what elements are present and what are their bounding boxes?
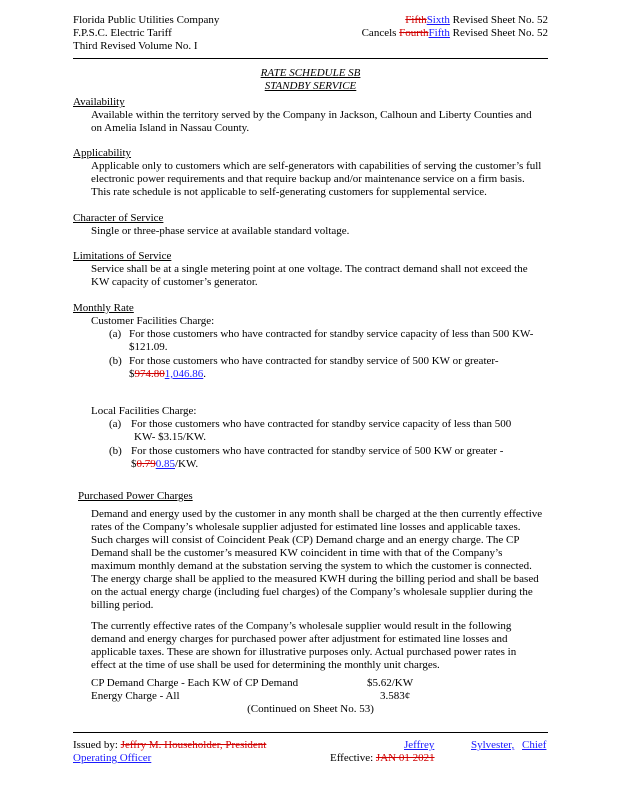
applicability-heading: Applicability — [73, 147, 132, 159]
header-left — [73, 14, 219, 53]
local-fac-b-marker: (b) — [109, 445, 122, 457]
effective-prefix: Effective: — [330, 752, 376, 764]
volume-name: Third Revised Volume No. I — [73, 40, 198, 52]
text-line: Available within the territory served by the Company in Jackson, Calhoun and Liberty Counties and — [91, 109, 532, 121]
text-line: KW- $3.15/KW. — [134, 431, 207, 443]
inserted-text: 1,046.86 — [164, 368, 204, 380]
text-line: applicable taxes. These are shown for illustrative purposes only. Actual purchased power rates in — [91, 646, 517, 658]
customer-facilities-label: Customer Facilities Charge: — [91, 315, 215, 327]
local-fac-b-text — [131, 445, 503, 471]
text-line: For those customers who have contracted for standby service capacity of less than 500 — [131, 418, 512, 430]
cancels-prefix: Cancels — [361, 27, 400, 39]
inserted-text: Sixth — [426, 14, 450, 26]
deleted-text: Fifth — [405, 14, 427, 26]
text-line: billing period. — [91, 599, 154, 611]
text-line: Demand and energy used by the customer in any month shall be charged at the then currently effective — [91, 508, 543, 520]
effective-date — [330, 752, 435, 765]
text-line: electronic power requirements and that require backup and/or maintenance service on a firm basis. — [91, 173, 525, 185]
text-line: effect at the time of use shall be used for determining the monthly unit charges. — [91, 659, 440, 671]
cp-demand-value: $5.62/KW — [367, 677, 414, 689]
text-line: $121.09. — [129, 341, 168, 353]
character-text: Single or three-phase service at available standard voltage. — [91, 225, 350, 237]
continued-note: (Continued on Sheet No. 53) — [247, 703, 374, 715]
cancels-sheet-text: Revised Sheet No. 52 — [449, 27, 548, 39]
text-line — [129, 368, 498, 381]
text-line: The energy charge shall be applied to the measured KWH during the billing period and shall be based — [91, 573, 539, 585]
text-line: Such charges will consist of Coincident Peak (CP) Demand charge and an energy charge. The CP — [91, 534, 520, 546]
text-line: demand and energy charges for purchased power after adjustment for estimated line losses and — [91, 633, 508, 645]
company-name: Florida Public Utilities Company — [73, 14, 220, 26]
text-line: on Amelia Island in Nassau County. — [91, 122, 250, 134]
local-facilities-label: Local Facilities Charge: — [91, 405, 197, 417]
deleted-text: JAN 01 2021 — [375, 752, 435, 764]
text-line: This rate schedule is not applicable to self-generating customers for supplemental service. — [91, 186, 487, 198]
dollar-sign: $ — [129, 368, 135, 380]
text-line: on the actual energy charge (including fuel charges) of the Company’s wholesale supplier during the — [91, 586, 533, 598]
cust-fac-a-marker: (a) — [109, 328, 122, 340]
issuer-title-line2: Operating Officer — [73, 752, 152, 764]
cust-fac-b-text — [129, 355, 498, 381]
deleted-text: 974.80 — [134, 368, 165, 380]
footer-rule — [73, 732, 548, 733]
inserted-text: 0.85 — [155, 458, 175, 470]
cust-fac-a-text — [129, 328, 533, 354]
purchased-power-heading: Purchased Power Charges — [78, 490, 193, 502]
issued-by — [73, 739, 266, 752]
revised-sheet-line — [362, 14, 548, 27]
energy-charge-value: 3.583¢ — [380, 690, 411, 702]
page-title — [73, 67, 548, 93]
text-line: For those customers who have contracted for standby service of 500 KW or greater- — [129, 355, 499, 367]
cancels-sheet-line — [362, 27, 548, 40]
purchased-paragraph-2 — [91, 620, 547, 672]
cust-fac-b-marker: (b) — [109, 355, 122, 367]
text-line: rates of the Company’s wholesale supplier adjusted for estimated line losses and applicable taxes. — [91, 521, 521, 533]
deleted-text: 0.79 — [136, 458, 156, 470]
inserted-text: Fifth — [428, 27, 450, 39]
text-line: For those customers who have contracted for standby service of 500 KW or greater - — [131, 445, 504, 457]
text-line: The currently effective rates of the Company’s wholesale supplier would result in the following — [91, 620, 512, 632]
dollar-sign: $ — [131, 458, 137, 470]
issuer-first-name: Jeffrey — [404, 739, 435, 751]
text-line: For those customers who have contracted for standby service capacity of less than 500 KW- — [129, 328, 534, 340]
energy-charge-label: Energy Charge - All — [91, 690, 180, 702]
monthly-rate-heading: Monthly Rate — [73, 302, 134, 314]
header-right — [362, 14, 548, 40]
schedule-subtitle: STANDBY SERVICE — [264, 80, 357, 92]
end-text: . — [203, 368, 206, 380]
revised-sheet-text: Revised Sheet No. 52 — [449, 14, 548, 26]
limitations-heading: Limitations of Service — [73, 250, 172, 262]
issued-prefix: Issued by: — [73, 739, 121, 751]
tariff-name: F.P.S.C. Electric Tariff — [73, 27, 172, 39]
header-rule — [73, 58, 548, 59]
deleted-text: Jeffry M. Householder, President — [120, 739, 267, 751]
local-fac-a-text — [131, 418, 511, 444]
availability-heading: Availability — [73, 96, 125, 108]
text-line: Service shall be at a single metering point at one voltage. The contract demand shall not exceed the — [91, 263, 528, 275]
availability-text — [91, 109, 532, 135]
text-line: maximum monthly demand at the substation serving the system to which the customer is connected. — [91, 560, 532, 572]
issuer-last-name: Sylvester, — [471, 739, 515, 751]
deleted-text: Fourth — [399, 27, 429, 39]
end-text: /KW. — [175, 458, 199, 470]
cp-demand-label: CP Demand Charge - Each KW of CP Demand — [91, 677, 299, 689]
schedule-title: RATE SCHEDULE SB — [260, 67, 361, 79]
text-line: KW capacity of customer’s generator. — [91, 276, 258, 288]
local-fac-a-marker: (a) — [109, 418, 122, 430]
text-line — [131, 458, 503, 471]
text-line: Demand shall be the customer’s measured KW coincident in time with that of the Company’s — [91, 547, 503, 559]
purchased-paragraph-1 — [91, 508, 547, 612]
character-heading: Character of Service — [73, 212, 164, 224]
text-line: Applicable only to customers which are self-generators with capabilities of serving the customer’s full — [91, 160, 542, 172]
applicability-text — [91, 160, 541, 199]
limitations-text — [91, 263, 528, 289]
issuer-title-word: Chief — [522, 739, 547, 751]
